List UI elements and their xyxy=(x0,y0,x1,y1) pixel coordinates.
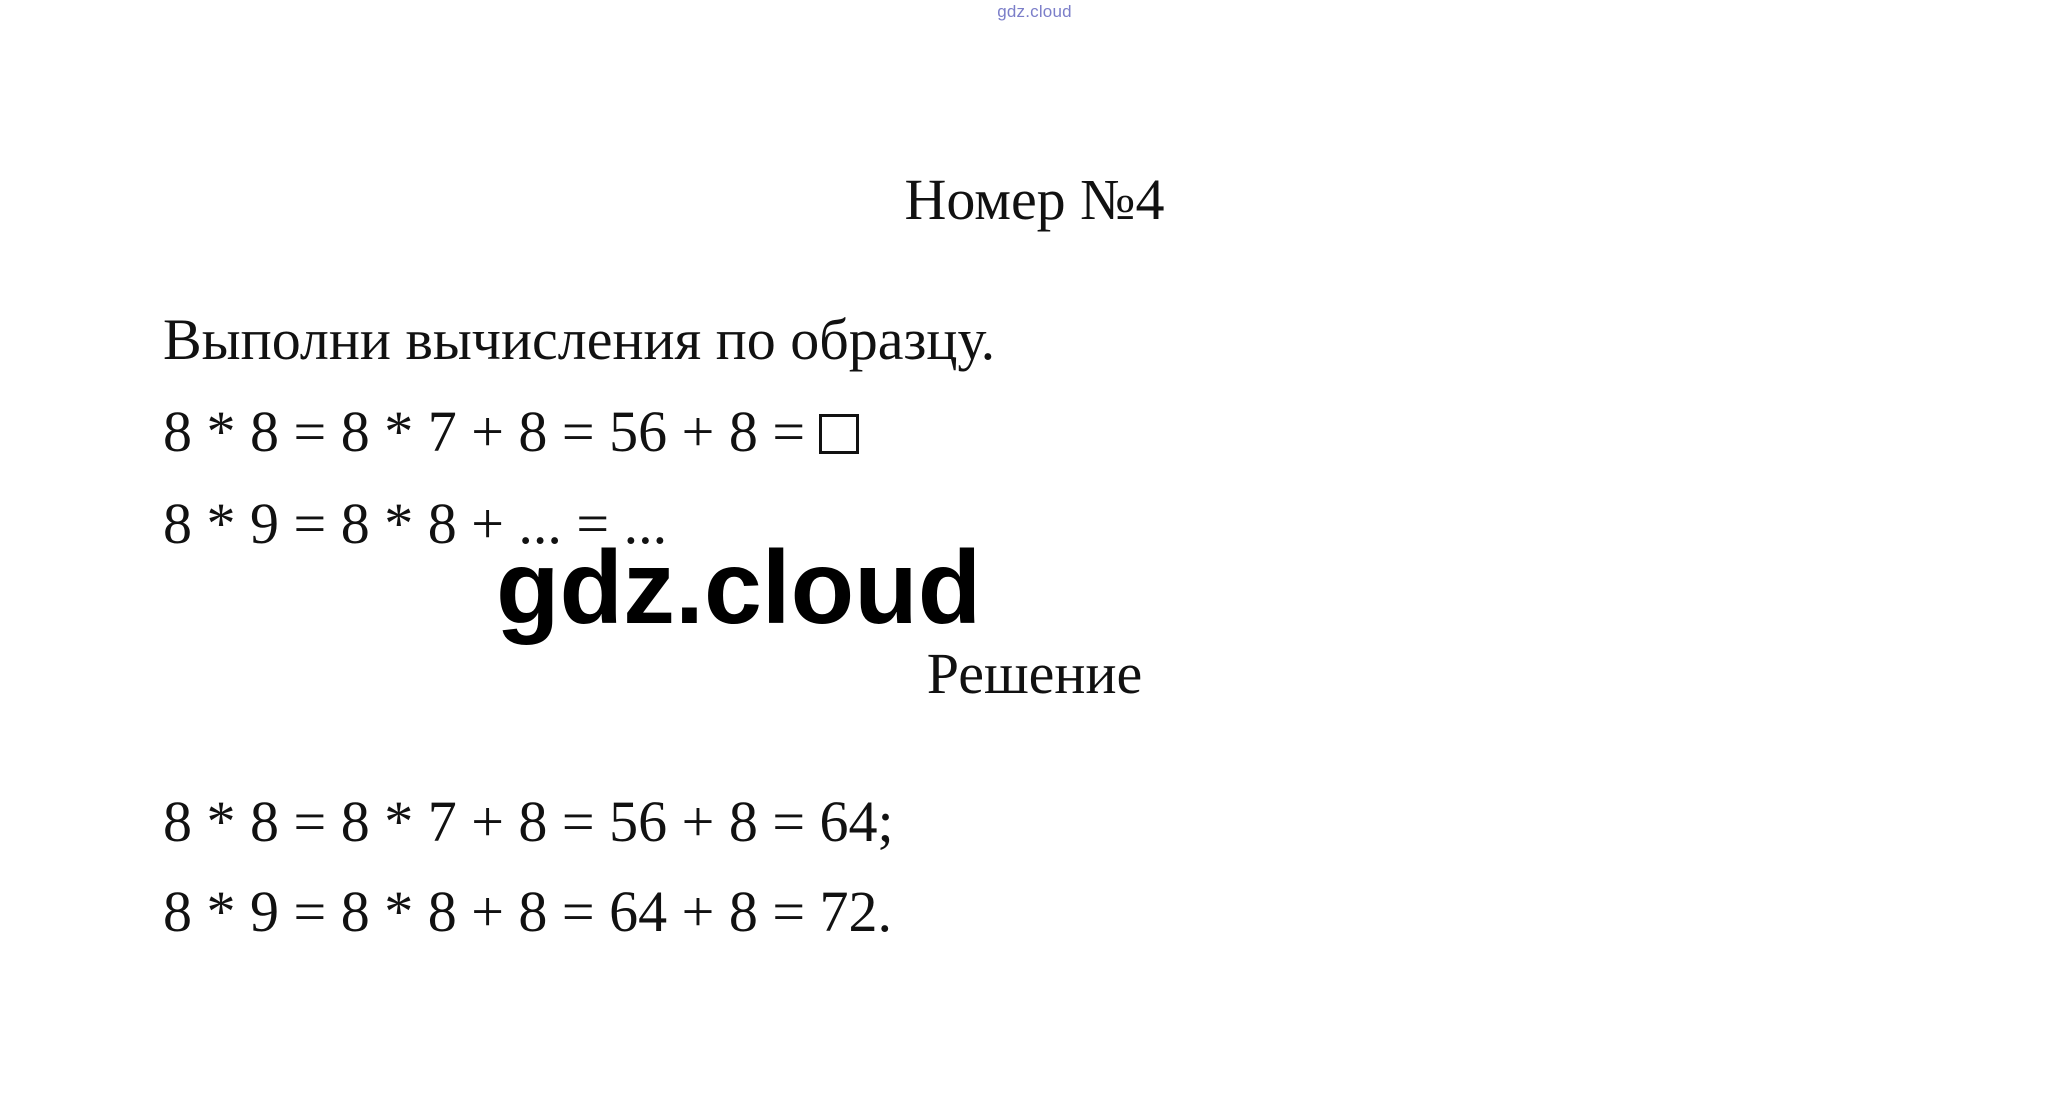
solution-line-2: 8 * 9 = 8 * 8 + 8 = 64 + 8 = 72. xyxy=(163,879,893,944)
page-title: Номер №4 xyxy=(904,167,1165,232)
example-line-2: 8 * 9 = 8 * 8 + ... = ... xyxy=(163,491,668,556)
task-instruction: Выполни вычисления по образцу. xyxy=(163,307,996,372)
example-1-text: 8 * 8 = 8 * 7 + 8 = 56 + 8 = xyxy=(163,399,806,464)
top-watermark: gdz.cloud xyxy=(997,2,1072,21)
center-watermark: gdz.cloud xyxy=(496,530,982,646)
solution-heading: Решение xyxy=(926,641,1143,706)
blank-answer-box xyxy=(819,414,859,454)
example-line-1 xyxy=(163,400,859,464)
solution-line-1: 8 * 8 = 8 * 7 + 8 = 56 + 8 = 64; xyxy=(163,789,894,854)
